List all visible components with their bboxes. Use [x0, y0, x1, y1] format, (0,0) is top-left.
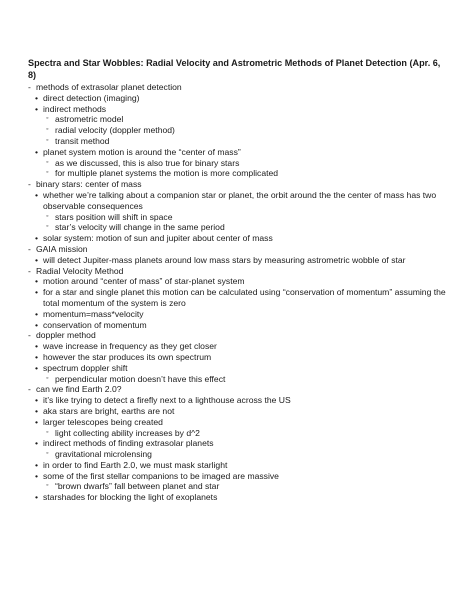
outline-subsubitem: [28, 481, 448, 492]
bullet-marker-icon: •: [35, 308, 39, 319]
outline-subitem: [28, 93, 448, 104]
outline-subitem-text: wave increase in frequency as they get closer: [43, 341, 217, 352]
outline-subitem: [28, 276, 448, 287]
bullet-marker-icon: ◦: [46, 169, 49, 177]
bullet-marker-icon: ◦: [46, 212, 49, 220]
outline-subsubitem: [28, 136, 448, 147]
outline-item-text: binary stars: center of mass: [36, 179, 142, 190]
outline-subitem-text: larger telescopes being created: [43, 416, 163, 427]
outline-subsubitem: [28, 114, 448, 125]
bullet-marker-icon: -: [28, 82, 31, 92]
bullet-marker-icon: -: [28, 179, 31, 190]
outline-subitem: [28, 341, 448, 352]
bullet-marker-icon: -: [28, 384, 31, 395]
outline-subitem: [28, 352, 448, 363]
bullet-marker-icon: •: [35, 405, 39, 416]
outline-subsubitem-text: light collecting ability increases by d^2: [55, 427, 200, 438]
outline-subitem: [28, 147, 448, 158]
outline-item: [28, 330, 448, 341]
outline-subitem-text: will detect Jupiter-mass planets around low mass stars by measuring astrometric wobble of star: [43, 254, 406, 265]
outline-subitem: [28, 460, 448, 471]
bullet-marker-icon: ◦: [46, 136, 49, 144]
outline-item: [28, 384, 448, 395]
outline-subsubitem: [28, 158, 448, 169]
outline-subitem: [28, 255, 448, 266]
outline-subsubitem: [28, 428, 448, 439]
bullet-marker-icon: •: [35, 416, 39, 427]
outline-subsubitem: [28, 449, 448, 460]
outline-item: [28, 266, 448, 277]
outline-subitem: [28, 417, 448, 428]
outline-subsubitem: [28, 212, 448, 223]
outline-item: [28, 244, 448, 255]
outline-subitem: [28, 233, 448, 244]
outline-subitem-text: for a star and single planet this motion can be calculated using “conservation of momentum” assuming the total momentum of the system is zero: [43, 287, 446, 308]
bullet-marker-icon: ◦: [46, 223, 49, 231]
bullet-marker-icon: •: [35, 459, 39, 470]
outline-subitem-text: motion around “center of mass” of star-planet system: [43, 276, 245, 287]
bullet-marker-icon: •: [35, 287, 39, 298]
bullet-marker-icon: •: [35, 351, 39, 362]
outline-subsubitem-text: “brown dwarfs” fall between planet and star: [55, 481, 220, 492]
outline-subitem: [28, 395, 448, 406]
outline-subsubitem: [28, 222, 448, 233]
bullet-marker-icon: -: [28, 330, 31, 341]
bullet-marker-icon: •: [35, 254, 39, 265]
bullet-marker-icon: •: [35, 233, 39, 244]
outline-subsubitem: [28, 125, 448, 136]
outline-subitem-text: direct detection (imaging): [43, 92, 140, 103]
outline-item: [28, 179, 448, 190]
bullet-marker-icon: •: [35, 319, 39, 330]
bullet-marker-icon: ◦: [46, 450, 49, 458]
outline-subsubitem-text: transit method: [55, 135, 110, 146]
bullet-marker-icon: ◦: [46, 158, 49, 166]
outline-subitem-text: however the star produces its own spectrum: [43, 351, 212, 362]
bullet-marker-icon: •: [35, 362, 39, 373]
outline-item: [28, 82, 448, 93]
outline-subitem-text: momentum=mass*velocity: [43, 308, 144, 319]
outline-subitem: [28, 438, 448, 449]
bullet-marker-icon: •: [35, 492, 39, 503]
outline-subsubitem-text: for multiple planet systems the motion is more complicated: [55, 168, 279, 179]
outline-subitem: [28, 492, 448, 503]
bullet-marker-icon: ◦: [46, 115, 49, 123]
outline-subitem: [28, 363, 448, 374]
outline-subsubitem-text: perpendicular motion doesn’t have this effect: [55, 373, 226, 384]
bullet-marker-icon: •: [35, 92, 39, 103]
outline-subsubitem-text: stars position will shift in space: [55, 211, 173, 222]
bullet-marker-icon: •: [35, 395, 39, 406]
outline-subitem-text: conservation of momentum: [43, 319, 147, 330]
outline-subitem: [28, 309, 448, 320]
outline-subitem-text: indirect methods: [43, 103, 107, 114]
bullet-marker-icon: ◦: [46, 482, 49, 490]
bullet-marker-icon: •: [35, 438, 39, 449]
bullet-marker-icon: ◦: [46, 428, 49, 436]
bullet-marker-icon: •: [35, 470, 39, 481]
outline-subitem-text: spectrum doppler shift: [43, 362, 128, 373]
document-page: [28, 58, 448, 503]
outline-subitem: [28, 287, 448, 309]
bullet-marker-icon: •: [35, 341, 39, 352]
outline-item-text: Radial Velocity Method: [36, 265, 124, 276]
bullet-marker-icon: ◦: [46, 126, 49, 134]
bullet-marker-icon: •: [35, 146, 39, 157]
bullet-marker-icon: •: [35, 276, 39, 287]
document-title: Spectra and Star Wobbles: Radial Velocity and Astrometric Methods of Planet Detection (Apr. 6, 8): [28, 58, 441, 80]
outline-subsubitem-text: as we discussed, this is also true for binary stars: [55, 157, 240, 168]
outline-subsubitem: [28, 374, 448, 385]
outline-subitem-text: some of the first stellar companions to be imaged are massive: [43, 470, 279, 481]
outline-subitem: [28, 190, 448, 212]
outline-subitem-text: planet system motion is around the “center of mass”: [43, 146, 241, 157]
outline-subitem-text: starshades for blocking the light of exoplanets: [43, 492, 218, 503]
outline-item-text: methods of extrasolar planet detection: [36, 82, 182, 92]
outline-subitem-text: whether we’re talking about a companion star or planet, the orbit around the the center of mass has two observable consequences: [43, 189, 437, 211]
outline-subsubitem-text: radial velocity (doppler method): [55, 125, 175, 136]
outline-item-text: can we find Earth 2.0?: [36, 384, 122, 395]
outline-item-text: doppler method: [36, 330, 96, 341]
outline-subitem-text: aka stars are bright, earths are not: [43, 405, 175, 416]
bullet-marker-icon: •: [35, 103, 39, 114]
outline-subitem: [28, 104, 448, 115]
outline-item-text: GAIA mission: [36, 243, 88, 254]
outline-subsubitem-text: gravitational microlensing: [55, 449, 152, 460]
outline-subitem-text: indirect methods of finding extrasolar planets: [43, 438, 214, 449]
outline-subsubitem-text: star’s velocity will change in the same period: [55, 222, 225, 233]
bullet-marker-icon: -: [28, 243, 31, 254]
notes-outline: [28, 82, 448, 503]
outline-subitem: [28, 320, 448, 331]
outline-subitem-text: it’s like trying to detect a firefly next to a lighthouse across the US: [43, 395, 291, 406]
bullet-marker-icon: ◦: [46, 374, 49, 382]
outline-subitem: [28, 406, 448, 417]
outline-subsubitem: [28, 168, 448, 179]
outline-subitem-text: in order to find Earth 2.0, we must mask starlight: [43, 459, 228, 470]
outline-subitem-text: solar system: motion of sun and jupiter about center of mass: [43, 233, 273, 244]
bullet-marker-icon: -: [28, 265, 31, 276]
outline-subsubitem-text: astrometric model: [55, 114, 124, 125]
outline-subitem: [28, 471, 448, 482]
bullet-marker-icon: •: [35, 189, 39, 200]
